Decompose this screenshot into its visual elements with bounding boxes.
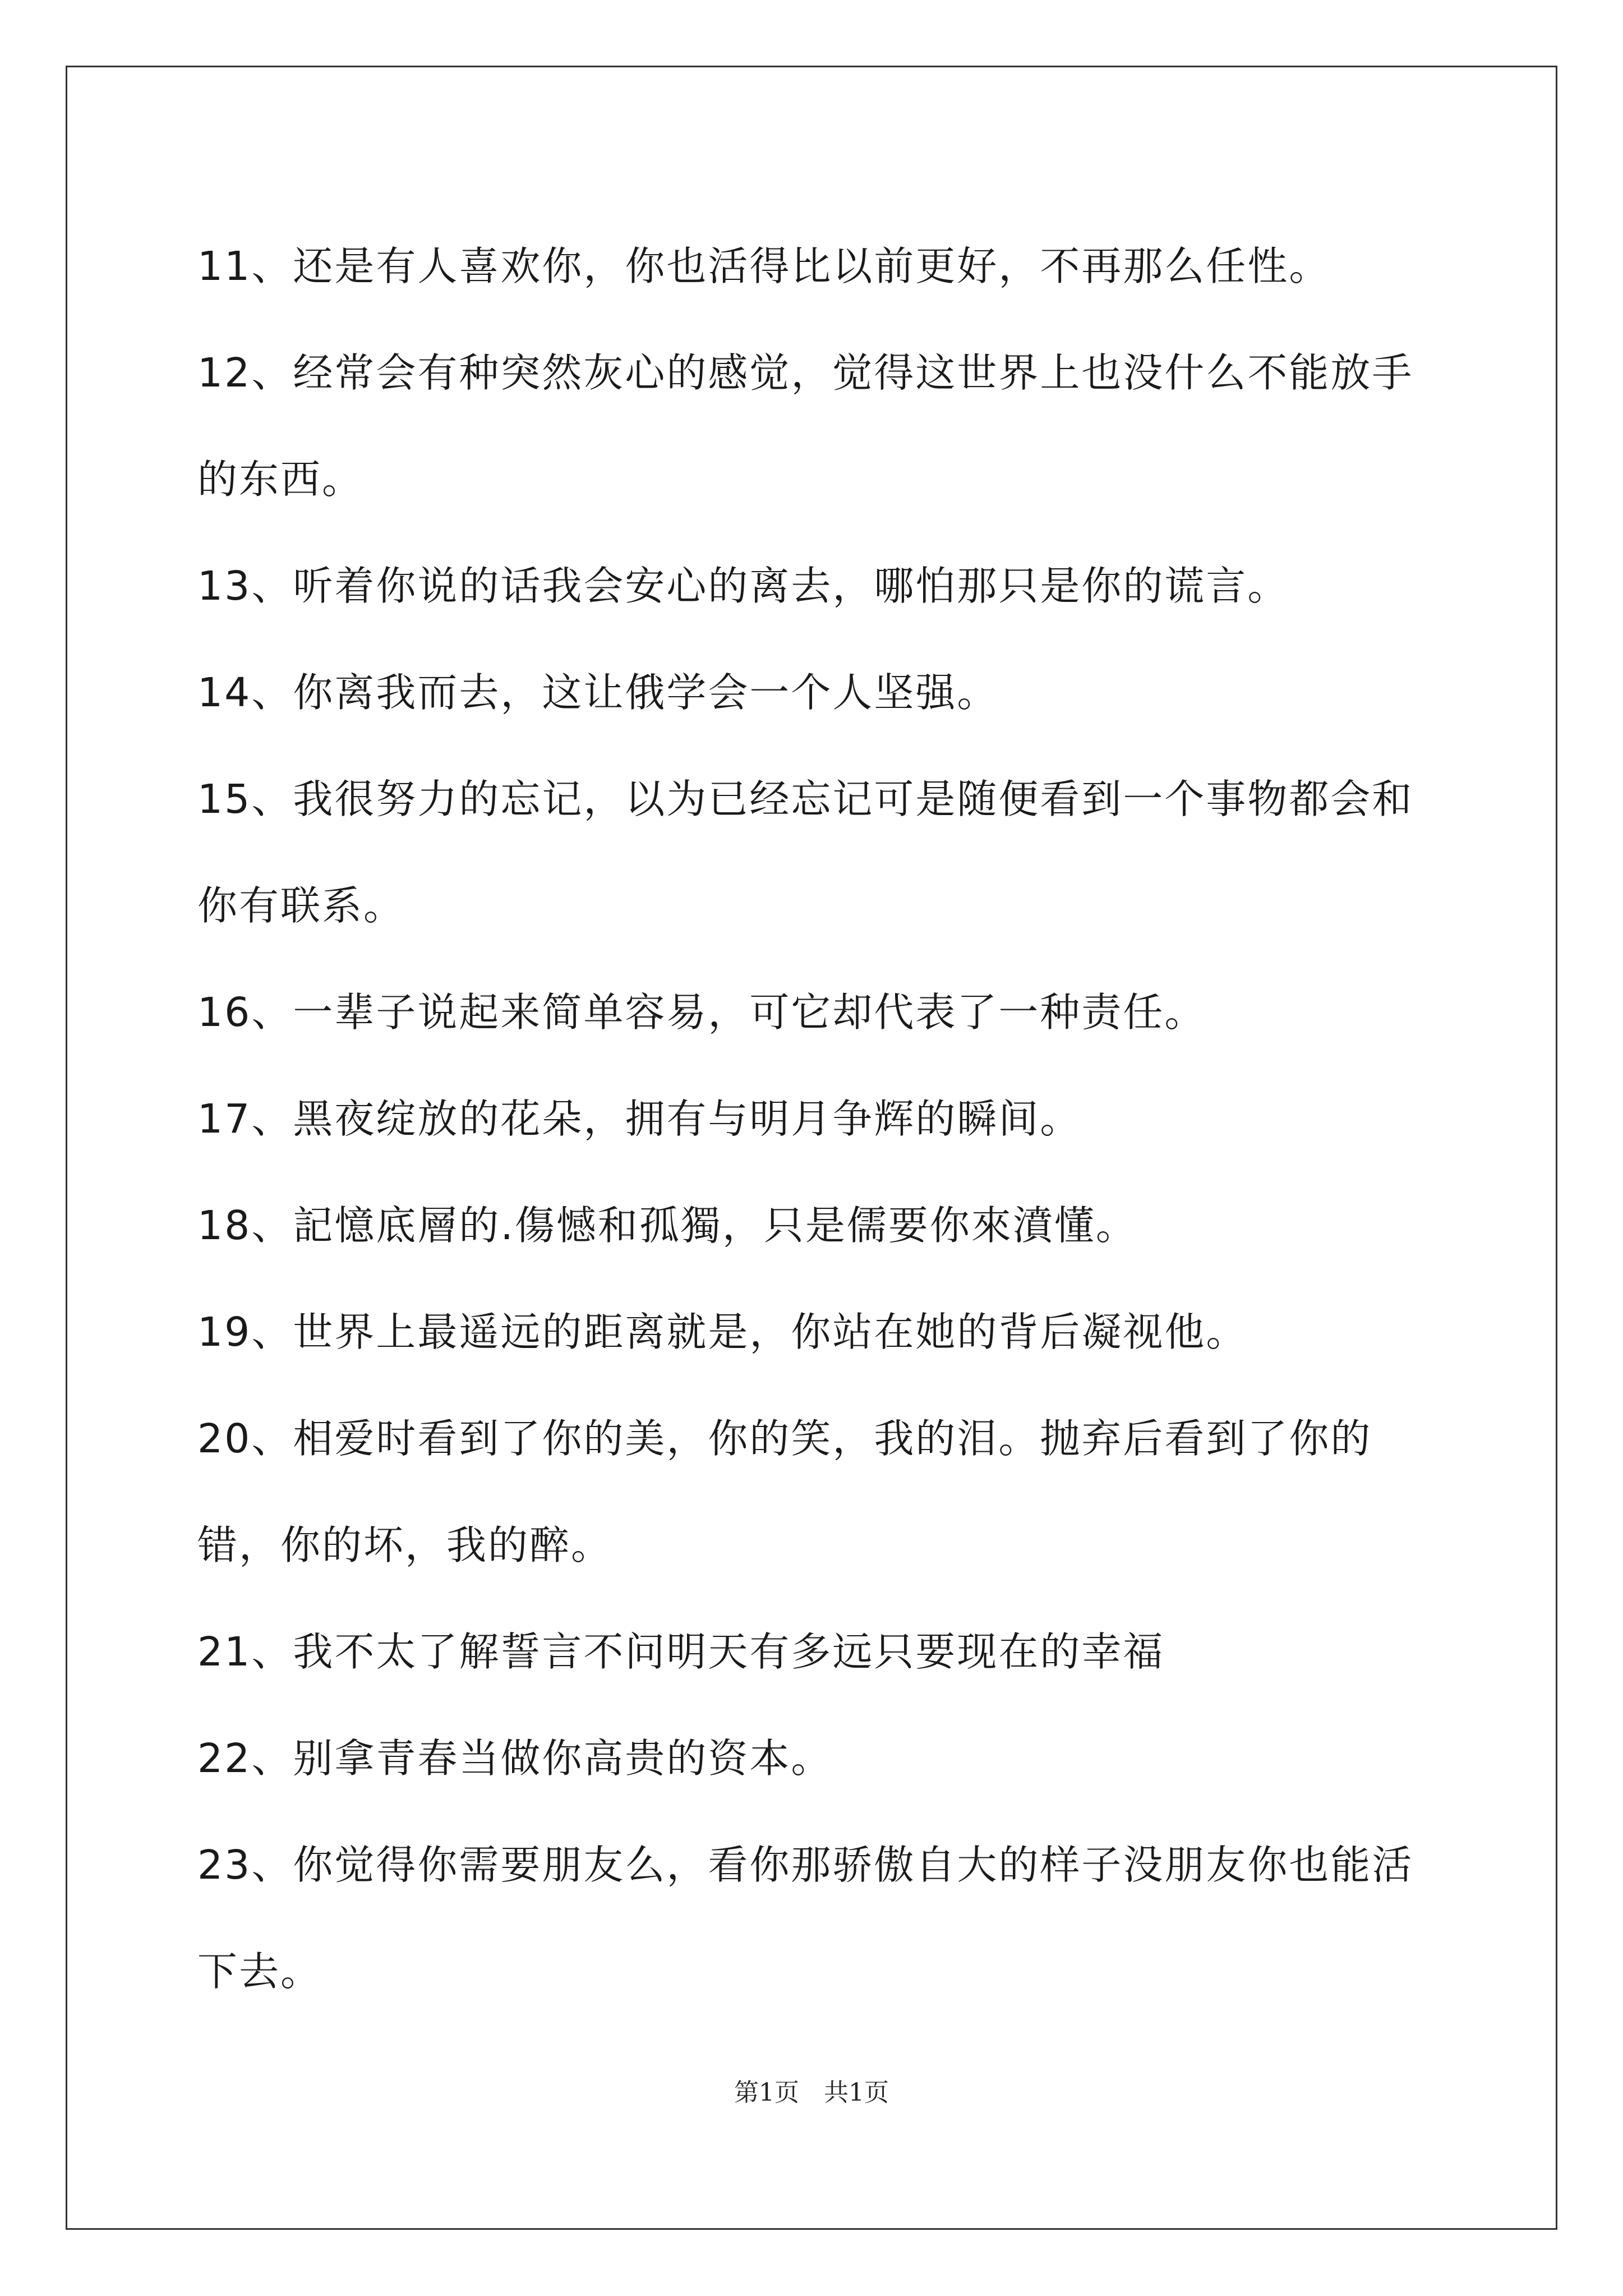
- paragraph-12: 12、经常会有种突然灰心的感觉，觉得这世界上也没什么不能放手的东西。: [197, 349, 1414, 503]
- paragraph-20: 20、相爱时看到了你的美，你的笑，我的泪。抛弃后看到了你的错，你的坏，我的醉。: [197, 1415, 1372, 1568]
- paragraph-17: 17、黑夜绽放的花朵，拥有与明月争辉的瞬间。: [197, 1096, 1082, 1142]
- paragraph-22: 22、别拿青春当做你高贵的资本。: [197, 1735, 833, 1782]
- paragraph-18: 18、記憶底層的.傷憾和孤獨，只是儒要你來濆懂。: [197, 1202, 1137, 1249]
- paragraph-14: 14、你离我而去，这让俄学会一个人坚强。: [197, 669, 999, 716]
- paragraph-11: 11、还是有人喜欢你，你也活得比以前更好，不再那么任性。: [197, 243, 1331, 289]
- paragraph-16: 16、一辈子说起来简单容易，可它却代表了一种责任。: [197, 989, 1206, 1036]
- page-number: 第1页: [734, 2078, 799, 2107]
- paragraph-15: 15、我很努力的忘记，以为已经忘记可是随便看到一个事物都会和你有联系。: [197, 776, 1414, 929]
- page-total: 共1页: [824, 2078, 889, 2107]
- paragraph-13: 13、听着你说的话我会安心的离去，哪怕那只是你的谎言。: [197, 563, 1289, 609]
- page-footer: [0, 2072, 1623, 2108]
- document-body: [197, 213, 1437, 2025]
- paragraph-19: 19、世界上最遥远的距离就是，你站在她的背后凝视他。: [197, 1309, 1248, 1355]
- paragraph-21: 21、我不太了解誓言不问明天有多远只要现在的幸福: [197, 1628, 1165, 1675]
- paragraph-23: 23、你觉得你需要朋友么，看你那骄傲自大的样子没朋友你也能活下去。: [197, 1842, 1414, 1995]
